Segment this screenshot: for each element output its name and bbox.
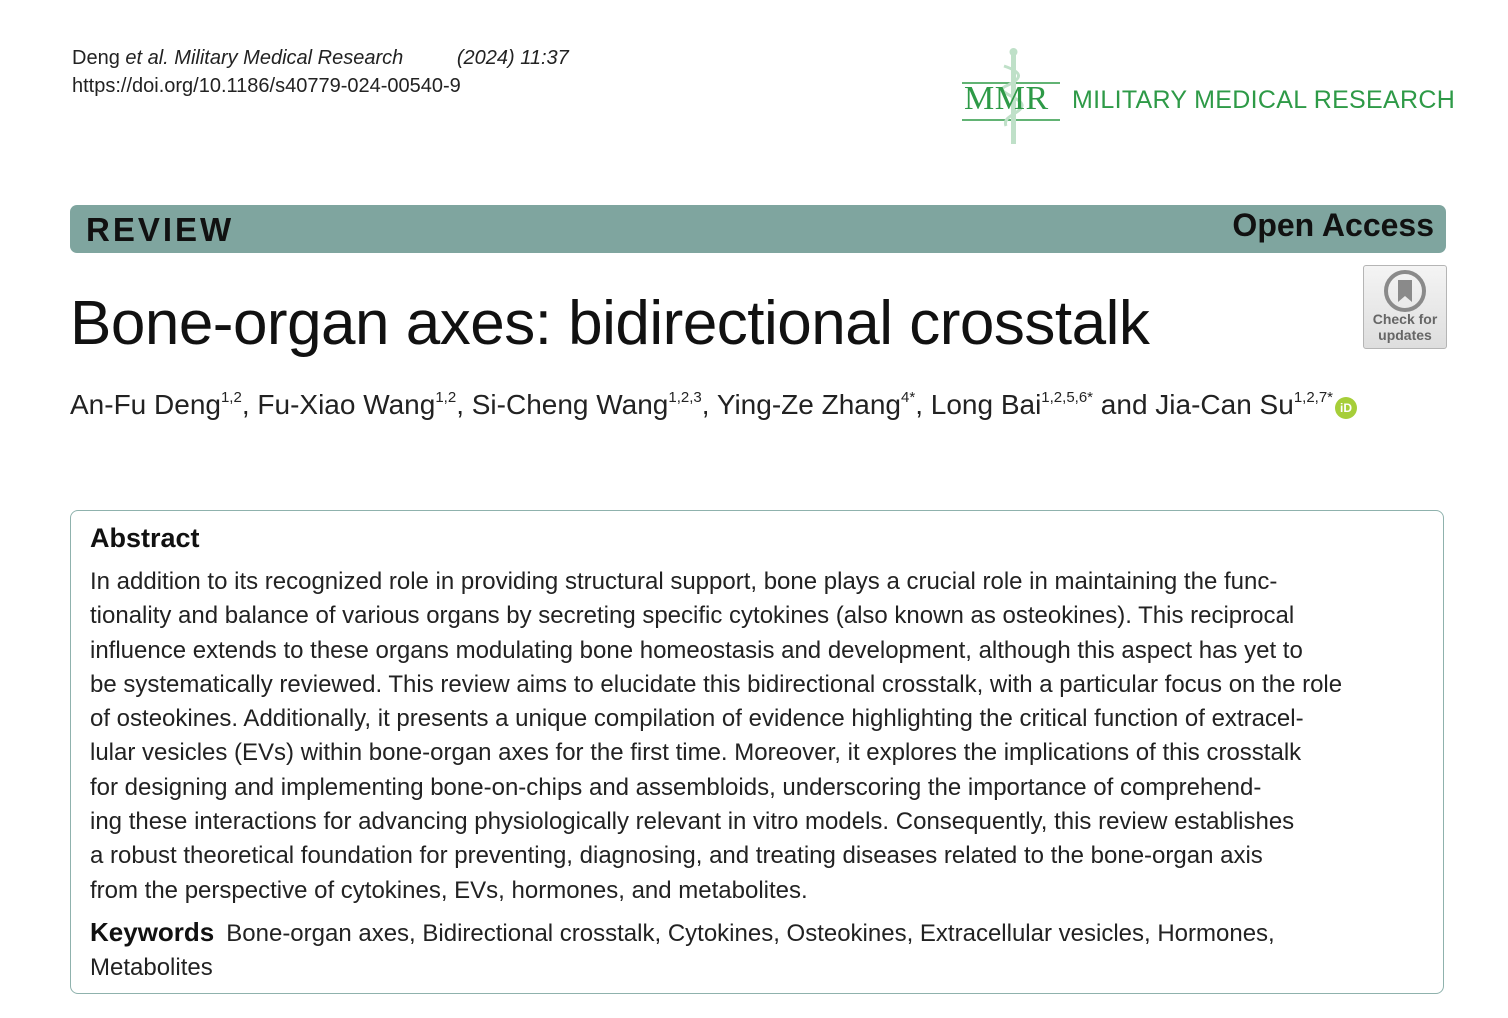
abstract-line: influence extends to these organs modulating bone homeostasis and development, although this aspect has yet to [90,636,1303,664]
abstract-section [70,510,1444,994]
abstract-line: for designing and implementing bone-on-chips and assembloids, underscoring the importance of comprehend- [90,773,1262,801]
author[interactable]: Si-Cheng Wang$^{1,2,3}$ [471,389,702,420]
check-for-updates-button[interactable] [1363,265,1447,349]
doi-link[interactable]: https://doi.org/10.1186/s40779-024-00540-9 [72,75,461,97]
article-type-bar [70,205,1446,253]
author[interactable]: Fu-Xiao Wang$^{1,2}$ [257,389,457,420]
citation-author: Deng [72,47,120,69]
author[interactable]: An-Fu Deng$^{1,2}$ [70,389,242,420]
keywords-list-continued: Metabolites [90,954,213,981]
abstract-line: a robust theoretical foundation for preventing, diagnosing, and treating diseases related to the bone-organ axis [90,842,1263,870]
journal-logo [962,46,1456,146]
abstract-line: ing these interactions for advancing physiologically relevant in vitro models. Consequently, this review establishes [90,808,1295,836]
abstract-body [90,565,1430,908]
author[interactable]: Ying-Ze Zhang$^{4*}$ [716,389,916,420]
abstract-line: be systematically reviewed. This review aims to elucidate this bidirectional crosstalk, with a particular focus on the role [90,670,1343,698]
author[interactable]: Long Bai$^{1,2,5,6*}$ [930,389,1094,420]
keywords-label: Keywords [90,917,215,947]
citation-line [72,44,569,72]
abstract-line: In addition to its recognized role in providing structural support, bone plays a crucial role in maintaining the func- [90,568,1278,595]
citation-year-volume: (2024) 11:37 [456,47,569,69]
logo-journal-name: MILITARY MEDICAL RESEARCH [1072,86,1456,114]
article-title: Bone-organ axes: bidirectional crosstalk [70,289,1150,358]
author[interactable]: Jia-Can $Su^{1,2,7*}$ [1155,389,1334,420]
bookmark-circle-icon [1383,270,1427,312]
citation-et-al: et al. [125,47,169,69]
author-list: An-Fu Deng$^{1,2}$, Fu-Xiao Wang$^{1,2}$, Si-Cheng Wang$^{1,2,3}$, Ying-Ze Zhang$^{4*}$, Long Bai$^{1,2,5,6*}$ and Jia-Can $Su^{1,2,7*}iD$ [70,386,1357,424]
citation-journal: Military Medical Research [174,47,404,69]
abstract-line: from the perspective of cytokines, EVs, hormones, and metabolites. [90,876,808,904]
article-type-label: REVIEW [86,211,235,248]
keywords-list: Bone-organ axes, Bidirectional crosstalk, Cytokines, Osteokines, Extracellular vesicles, Hormones, [226,920,1275,947]
orcid-icon[interactable]: iD [1335,397,1357,419]
open-access-label: Open Access [1232,207,1434,243]
keywords-section [90,915,1430,985]
abstract-line: tionality and balance of various organs by secreting specific cytokines (also known as osteokines). This reciprocal [90,602,1295,630]
check-for-updates-label: Check for updates [1372,311,1438,343]
abstract-line: lular vesicles (EVs) within bone-organ axes for the first time. Moreover, it explores the implications of this crosstalk [90,739,1302,767]
logo-abbrev: MMR [964,80,1049,117]
abstract-heading: Abstract [90,523,200,553]
abstract-line: of osteokines. Additionally, it presents a unique compilation of evidence highlighting the critical function of extracel- [90,705,1304,733]
